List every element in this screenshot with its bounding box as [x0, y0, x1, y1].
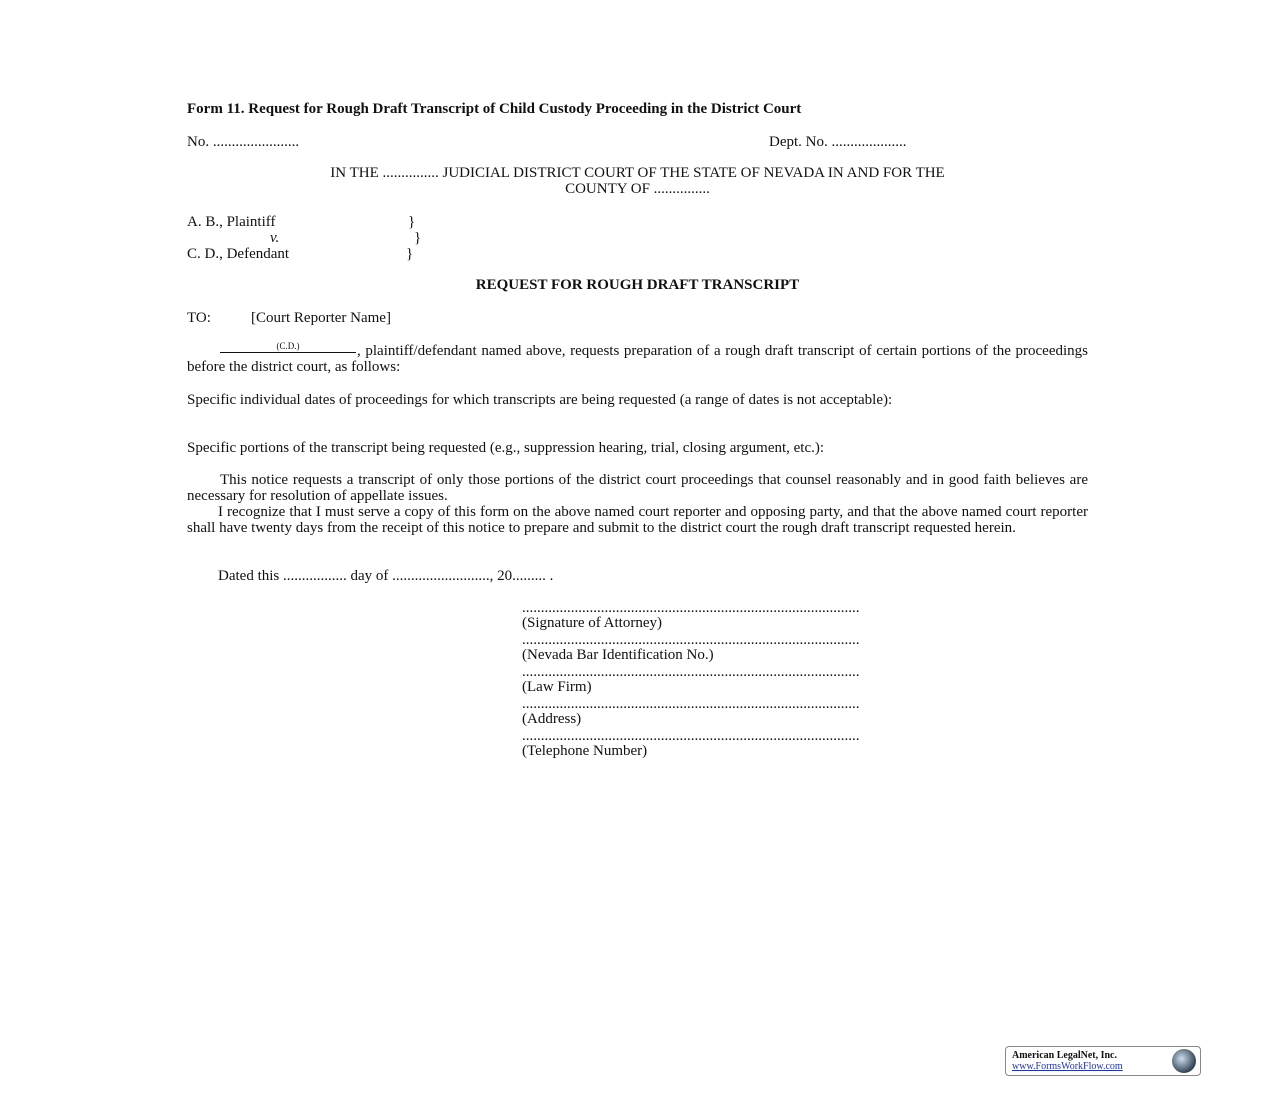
case-number: No. ....................... — [187, 134, 300, 150]
dots: .......................................................................................... — [522, 632, 860, 648]
dept-number: Dept. No. .................... — [769, 134, 907, 150]
telephone-label: (Telephone Number) — [522, 743, 648, 759]
heading: REQUEST FOR ROUGH DRAFT TRANSCRIPT — [475, 277, 800, 293]
globe-logo-icon — [1172, 1049, 1196, 1073]
company-name: American LegalNet, Inc. — [1012, 1050, 1117, 1061]
form-title: Form 11. Request for Rough Draft Transcript of Child Custody Proceeding in the District Court — [187, 101, 802, 117]
plaintiff: A. B., Plaintiff — [187, 214, 276, 230]
to-value: [Court Reporter Name] — [251, 310, 391, 326]
brace: } — [408, 214, 416, 230]
law-firm-label: (Law Firm) — [522, 679, 592, 695]
party-fill: (C.D.) — [220, 341, 356, 353]
dated-line: Dated this ................. day of .........................., 20......... . — [218, 568, 554, 584]
dots: .......................................................................................... — [522, 728, 860, 744]
signature-label: (Signature of Attorney) — [522, 615, 662, 631]
brace: } — [406, 246, 414, 262]
court-line-1: IN THE ............... JUDICIAL DISTRICT COURT OF THE STATE OF NEVADA IN AND FOR THE — [330, 165, 945, 181]
dots: .......................................................................................... — [522, 664, 860, 680]
paragraph-request: , plaintiff/defendant named above, requests preparation of a rough draft transcript of certain portions of the proceedings before the district court, as follows: — [187, 343, 1088, 375]
versus: v. — [270, 230, 280, 246]
paragraph-recognize: I recognize that I must serve a copy of this form on the above named court reporter and opposing party, and that the above named court reporter shall have twenty days from the receipt of this notice to prepare and submit to the district court the rough draft transcript requested herein. — [187, 504, 1088, 536]
dots: .......................................................................................... — [522, 696, 860, 712]
website-link[interactable]: www.FormsWorkFlow.com — [1012, 1061, 1123, 1072]
address-label: (Address) — [522, 711, 582, 727]
bar-id-label: (Nevada Bar Identification No.) — [522, 647, 714, 663]
to-label: TO: — [187, 310, 211, 326]
court-line-2: COUNTY OF ............... — [565, 181, 710, 197]
dots: .......................................................................................... — [522, 600, 860, 616]
footer-badge — [1005, 1046, 1201, 1076]
paragraph-dates: Specific individual dates of proceedings for which transcripts are being requested (a range of dates is not acceptable): — [187, 392, 893, 408]
paragraph-notice: This notice requests a transcript of only those portions of the district court proceedings that counsel reasonably and in good faith believes are necessary for resolution of appellate issues. — [187, 472, 1088, 504]
brace: } — [414, 230, 422, 246]
defendant: C. D., Defendant — [187, 246, 290, 262]
paragraph-portions: Specific portions of the transcript being requested (e.g., suppression hearing, trial, closing argument, etc.): — [187, 440, 825, 456]
